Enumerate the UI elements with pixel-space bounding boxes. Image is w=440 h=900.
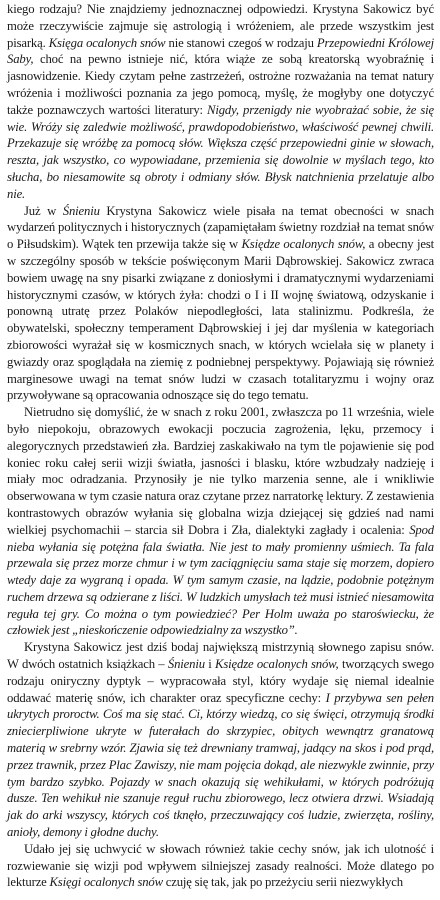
text-run: nie stanowi czegoś w rodzaju	[165, 35, 317, 50]
text-run: Krystyna Sakowicz wiele pisała na temat obecności w snach wydarzeń politycznych i historycznych (zapamiętałam świetny rozdział na temat snów o Piłsudskim). Wątek ten przewija także się w	[7, 203, 434, 252]
quotation: Nigdy, przenigdy nie wyobrażać sobie, że się wie. Wróży się zaledwie możliwość, prawdopodobieństwo, właściwość pewnej chwili. Przekazuje się wróżbę za pomocą słów. Większa część przepowiedni ginie w słowach, reszta, jak wszystko, co wypowiadane, przemienia się dowolnie w myślach tego, kto słucha, bo niesamowite są obroty i odmiany słów. Błysk natchnienia przelatuje albo nie.	[7, 102, 434, 201]
text-run: kiego rodzaju? Nie znajdziemy jednoznacznej odpowiedzi. Krystyna Sakowicz być może rzeczywiście zajmuje się astrologią i wróżeniem, ale przede wszystkim jest pisarką.	[7, 2, 434, 50]
text-run: choć na pewno istnieje nić, która wiąże ze sobą kreatorską wyobraźnię i jasnowidzenie. Kiedy czytam pełne zastrzeżeń, ostrożne rozważania na temat natury wróżenia i możliwości poznania za jego pomocą, myślę, że mogłyby one dotyczyć także poznawczych wartości literatury:	[7, 52, 434, 117]
quotation: I przybywa sen pełen ukrytych proroctw. Coś ma się stać. Ci, którzy wiedzą, co się święci, otrzymują środki zniecierpliwione ukryte w futerałach do skrzypiec, obitych wewnątrz granatową materią w srebrny wzór. Zjawia się też drewniany tramwaj, jadący na skos i pod prąd, przez trawnik, przez Plac Zawiszy, nie mam pojęcia dokąd, ale niezwykle zwinnie, przy tym bardzo szybko. Pojazdy w snach okazują się wehikułami, w których podróżują dusze. Ten wehikuł nie szanuje reguł ruchu zbiorowego, lecz otwiera drzwi. Wsiadają jak do arki wszyscy, których coś tknęło, przeczuwający coś ludzie, zwierzęta, rośliny, anioły, demony i głodne duchy.	[7, 690, 434, 840]
text-run: a obecny jest w szczególny sposób w tekście poświęconym Marii Dąbrowskiej. Sakowicz zwraca bowiem uwagę na sny pisarki związane z doniosłymi i dramatycznymi wydarzeniami historycznymi czasów, w których żyła: chodzi o I i II wojnę światową, odzyskanie i ponowną utratę przez Polaków niepodległości, lata stalinizmu. Podkreśla, że obywatelski, społeczny temperament Dąbrowskiej i jej dar myślenia w kategoriach zbiorowości wyrażał się w kosmicznych snach, w których wcielała się w planety i gwiazdy oraz spoglądała na ziemię z podniebnej perspektywy. Pojawiają się również marginesowe uwagi na temat snów ludzi w czasach totalitaryzmu i wojny oraz przywoływane są opracowania odnoszące się do tego tematu.	[7, 237, 435, 403]
text-run: Udało jej się uchwycić w słowach również takie cechy snów, jak ich ulotność i rozwiewanie się wizji pod wpływem silniejszej zasady realności. Może dlatego po lekturze	[7, 841, 434, 890]
text-run: i	[204, 657, 216, 672]
text-run: czuję się tak, jak po przeżyciu serii niezwykłych	[162, 875, 403, 890]
paragraph-2	[7, 203, 434, 405]
book-title: Śnieniu	[62, 203, 100, 218]
paragraph-3	[7, 404, 434, 639]
book-title: Księga ocalonych snów	[48, 35, 166, 50]
text-run: Nietrudno się domyślić, że w snach z roku 2001, zwłaszcza po 11 września, wiele było niepokoju, obrazowych ewokacji poczucia zagrożenia, lęku, przemocy i alegorycznych przedstawień zła. Bardziej zaskakiwało na tym tle pojawienie się pod koniec roku całej serii wizji światła, jasności i blasku, które wzbudzały nadzieję i miały moc odradzania. Przynosiły je nie tylko marzenia senne, ale i wnikliwie obserwowana w tym czasie natura oraz czytane przez narratorkę lektury. Z zestawienia kontrastowych obrazów wyłania się globalna wizja dziejącej się gdzieś nad nami wielkiej psychomachii – starcia sił Dobra i Zła, dialektyki zagłady i ocalenia:	[7, 405, 434, 537]
quotation: Spod nieba wyłania się potężna fala światła. Nie jest to mały promienny uśmiech. Ta fala przewala się przez morze chmur i w tym zaciągnięciu sama staje się morzem, dopiero wtedy daje za wygraną i opada. W tym samym czasie, na lądzie, podobnie potężnym ruchem drzewa są odzierane z liści. W ludzkich umysłach też musi istnieć niesamowita reguła tej gry. Co można o tym powiedzieć? Per Holm uważa po staroświecku, że człowiek jest „nieskończenie odpowiedzialny za wszystko”.	[7, 522, 434, 638]
book-title: Księdze ocalonych snów,	[241, 237, 366, 252]
text-run: Krystyna Sakowicz jest dziś bodaj największą mistrzynią słownego zapisu snów. W dwóch ostatnich książkach –	[7, 640, 434, 672]
book-title: Księdze ocalonych snów,	[215, 657, 339, 672]
book-title: Księgi ocalonych snów	[49, 875, 163, 890]
book-title: Śnieniu	[167, 657, 205, 672]
book-title: Przepowiedni Królowej Saby,	[7, 35, 434, 67]
paragraph-1	[7, 1, 434, 203]
paragraph-4	[7, 639, 434, 841]
text-run: Już w	[24, 203, 63, 218]
text-run: tworzących swego rodzaju oniryczny dyptyk – wypracowała styl, który wydaje się niemal idealnie oddawać materię snów, ich charakter oraz specyficzne cechy:	[7, 657, 434, 705]
paragraph-5	[7, 841, 434, 891]
